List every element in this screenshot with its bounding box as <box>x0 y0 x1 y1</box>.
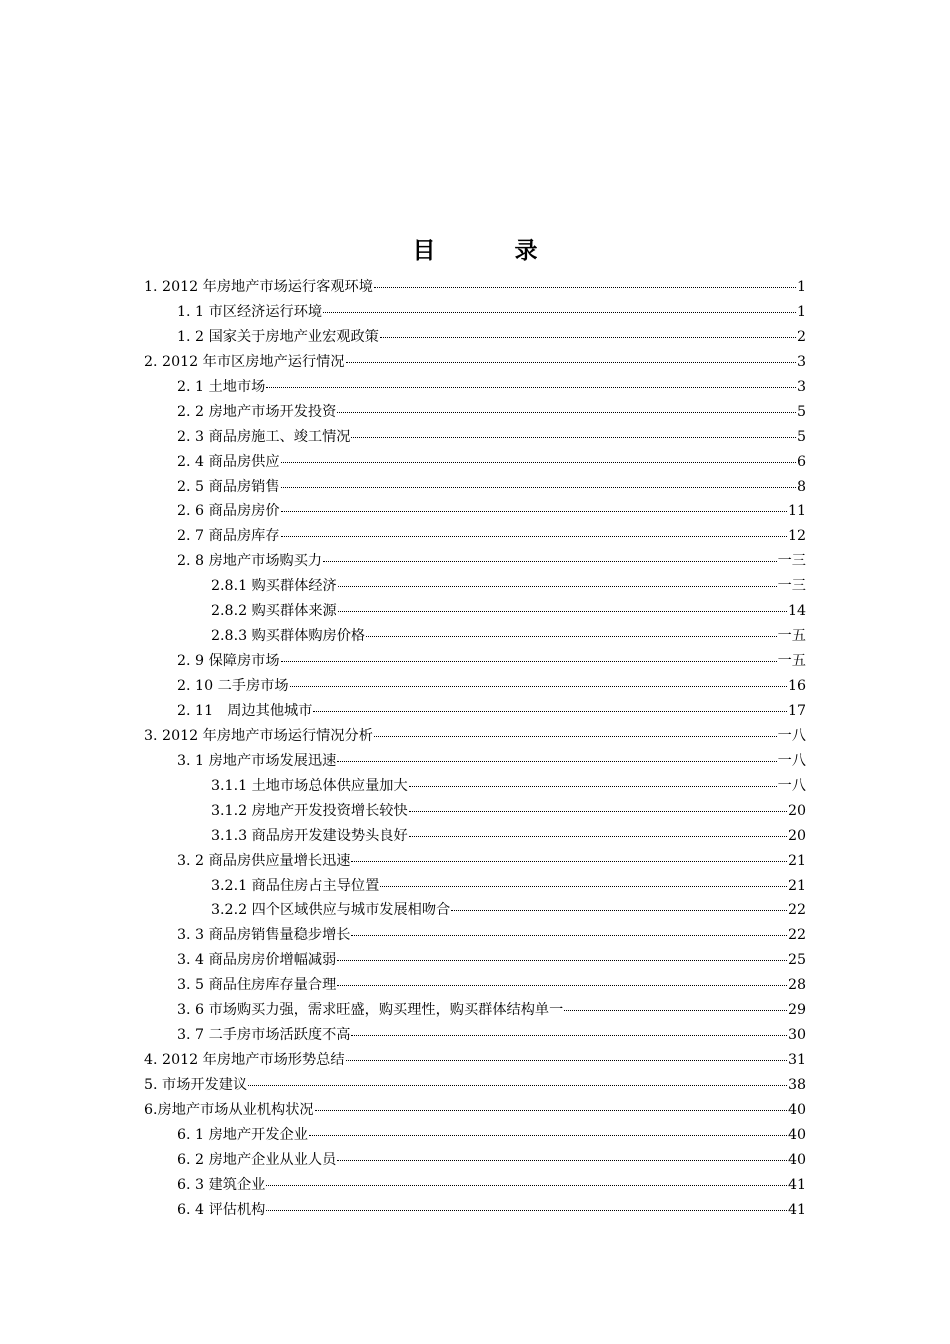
toc-entry-text: 2. 2 房地产市场开发投资 <box>177 403 337 420</box>
dot-leader <box>281 511 787 512</box>
dot-leader <box>248 1085 787 1086</box>
toc-entry-page-number: 40 <box>787 1101 806 1118</box>
toc-entry-page-number: 22 <box>787 927 806 944</box>
toc-entry[interactable] <box>0 1148 950 1173</box>
toc-entry-page-number: 20 <box>787 802 806 819</box>
toc-entry-page-number: 5 <box>796 403 806 420</box>
toc-entry[interactable] <box>0 699 950 724</box>
toc-entry[interactable] <box>0 774 950 799</box>
toc-title: 目 录 <box>412 237 566 264</box>
toc-entry[interactable] <box>0 450 950 475</box>
toc-entry-page-number: 一八 <box>777 777 806 794</box>
toc-entry-text: 2. 2012 年市区房地产运行情况 <box>144 353 345 370</box>
toc-entry-text: 3.1.2 房地产开发投资增长较快 <box>211 802 408 819</box>
toc-entry-text: 3. 6 市场购买力强，需求旺盛，购买理性，购买群体结构单一 <box>177 1002 564 1019</box>
toc-entry-text: 3.1.3 商品房开发建设势头良好 <box>211 827 408 844</box>
toc-entry-text: 6. 2 房地产企业从业人员 <box>177 1151 337 1168</box>
toc-entry-page-number: 38 <box>787 1077 806 1093</box>
toc-entry[interactable] <box>0 1173 950 1198</box>
dot-leader <box>337 412 796 413</box>
dot-leader <box>564 1010 787 1011</box>
toc-entry[interactable] <box>0 475 950 500</box>
toc-entry-page-number: 2 <box>796 328 806 345</box>
toc-entry-text: 2. 1 土地市场 <box>177 378 266 395</box>
toc-entry-page-number: 21 <box>787 877 806 894</box>
toc-entry-text: 6. 4 评估机构 <box>177 1201 266 1218</box>
dot-leader <box>374 736 777 737</box>
toc-entry-page-number: 12 <box>787 528 806 545</box>
toc-entry[interactable] <box>0 824 950 849</box>
toc-entry-page-number: 5 <box>796 428 806 445</box>
dot-leader <box>281 487 796 488</box>
dot-leader <box>281 661 777 662</box>
toc-entry[interactable] <box>0 350 950 375</box>
toc-entry[interactable] <box>0 375 950 400</box>
toc-entry-page-number: 22 <box>787 902 806 919</box>
toc-entry[interactable] <box>0 524 950 549</box>
toc-entry-page-number: 25 <box>787 952 806 969</box>
toc-entry-text: 3. 2 商品房供应量增长迅速 <box>177 852 351 869</box>
toc-entry-text: 2. 6 商品房房价 <box>177 503 280 520</box>
dot-leader <box>351 1035 786 1036</box>
toc-entry-page-number: 3 <box>796 353 806 370</box>
toc-entry-page-number: 40 <box>787 1151 806 1168</box>
toc-entry-text: 2. 3 商品房施工、竣工情况 <box>177 428 351 445</box>
dot-leader <box>380 886 787 887</box>
dot-leader <box>313 711 787 712</box>
dot-leader <box>351 437 796 438</box>
dot-leader <box>315 1110 787 1111</box>
toc-entry-text: 2. 10 二手房市场 <box>177 678 289 694</box>
toc-entry[interactable] <box>0 325 950 350</box>
toc-entry-text: 2. 7 商品房库存 <box>177 528 280 545</box>
toc-entry[interactable] <box>0 1048 950 1073</box>
toc-entry-text: 3.1.1 土地市场总体供应量加大 <box>211 777 408 794</box>
toc-entry-text: 2.8.2 购买群体来源 <box>211 603 337 620</box>
toc-entry-page-number: 29 <box>787 1002 806 1019</box>
toc-entry[interactable] <box>0 849 950 874</box>
dot-leader <box>323 312 796 313</box>
toc-entry-text: 3. 1 房地产市场发展迅速 <box>177 752 337 769</box>
dot-leader <box>338 611 787 612</box>
toc-entry[interactable] <box>0 1098 950 1123</box>
toc-entry-text: 4. 2012 年房地产市场形势总结 <box>144 1052 345 1069</box>
toc-entry-page-number: 41 <box>787 1176 806 1193</box>
toc-entry[interactable] <box>0 923 950 948</box>
toc-entry[interactable] <box>0 499 950 524</box>
dot-leader <box>351 861 786 862</box>
dot-leader <box>290 686 787 687</box>
toc-entry-page-number: 1 <box>796 303 806 320</box>
toc-entry[interactable] <box>0 549 950 574</box>
toc-entry-page-number: 20 <box>787 827 806 844</box>
toc-entry-page-number: 16 <box>787 678 806 694</box>
toc-entry-page-number: 11 <box>787 503 806 520</box>
toc-entry-text: 2. 5 商品房销售 <box>177 478 280 495</box>
toc-entry[interactable] <box>0 574 950 599</box>
dot-leader <box>266 1185 787 1186</box>
toc-entry[interactable] <box>0 425 950 450</box>
toc-entry-text: 3. 4 商品房房价增幅减弱 <box>177 952 337 969</box>
toc-entry-page-number: 1 <box>796 279 806 295</box>
toc-entry-text: 1. 2 国家关于房地产业宏观政策 <box>177 328 379 345</box>
toc-entry-text: 6.房地产市场从业机构状况 <box>144 1101 314 1118</box>
dot-leader <box>323 561 777 562</box>
toc-entry-page-number: 17 <box>787 702 806 719</box>
toc-entry-page-number: 8 <box>796 478 806 495</box>
dot-leader <box>451 910 787 911</box>
dot-leader <box>346 1060 787 1061</box>
toc-entry[interactable] <box>0 898 950 923</box>
toc-entry-text: 3.2.2 四个区域供应与城市发展相吻合 <box>211 902 451 919</box>
toc-entry-page-number: 21 <box>787 852 806 869</box>
dot-leader <box>281 462 796 463</box>
dot-leader <box>409 811 787 812</box>
dot-leader <box>337 761 776 762</box>
toc-entry[interactable] <box>0 998 950 1023</box>
dot-leader <box>409 786 777 787</box>
toc-entry[interactable] <box>0 1198 950 1223</box>
toc-entry-text: 3. 7 二手房市场活跃度不高 <box>177 1027 351 1044</box>
toc-entry-text: 6. 3 建筑企业 <box>177 1176 266 1193</box>
toc-entry-page-number: 30 <box>787 1027 806 1044</box>
toc-entry-page-number: 一三 <box>777 578 806 595</box>
toc-entry[interactable] <box>0 275 950 300</box>
toc-entry[interactable] <box>0 874 950 899</box>
toc-entry[interactable] <box>0 749 950 774</box>
table-of-contents <box>0 275 950 1223</box>
dot-leader <box>266 387 796 388</box>
toc-entry-text: 3.2.1 商品住房占主导位置 <box>211 877 380 894</box>
toc-entry-page-number: 41 <box>787 1201 806 1218</box>
toc-entry-text: 5. 市场开发建议 <box>144 1077 248 1093</box>
toc-entry-page-number: 一五 <box>777 653 806 670</box>
toc-entry[interactable] <box>0 599 950 624</box>
toc-entry-page-number: 一三 <box>777 553 806 570</box>
toc-entry-text: 2.8.1 购买群体经济 <box>211 578 337 595</box>
toc-entry-page-number: 40 <box>787 1126 806 1143</box>
toc-entry[interactable] <box>0 674 950 699</box>
toc-entry-text: 2. 9 保障房市场 <box>177 653 280 670</box>
dot-leader <box>309 1135 787 1136</box>
toc-entry[interactable] <box>0 973 950 998</box>
toc-entry-text: 3. 3 商品房销售量稳步增长 <box>177 927 351 944</box>
toc-entry[interactable] <box>0 948 950 973</box>
toc-entry-text: 1. 1 市区经济运行环境 <box>177 303 323 320</box>
dot-leader <box>338 586 777 587</box>
toc-entry-page-number: 一五 <box>777 628 806 645</box>
dot-leader <box>337 960 787 961</box>
dot-leader <box>366 636 776 637</box>
toc-entry-page-number: 14 <box>787 603 806 620</box>
toc-entry[interactable] <box>0 649 950 674</box>
toc-entry-text: 2. 11 周边其他城市 <box>177 702 313 719</box>
dot-leader <box>380 337 796 338</box>
toc-entry[interactable] <box>0 300 950 325</box>
toc-entry-text: 2. 4 商品房供应 <box>177 453 280 470</box>
toc-entry-text: 3. 2012 年房地产市场运行情况分析 <box>144 727 373 744</box>
toc-entry-page-number: 3 <box>796 378 806 395</box>
toc-entry[interactable] <box>0 1023 950 1048</box>
toc-entry-text: 2.8.3 购买群体购房价格 <box>211 628 366 645</box>
dot-leader <box>337 985 787 986</box>
dot-leader <box>346 362 796 363</box>
dot-leader <box>281 536 787 537</box>
toc-entry[interactable] <box>0 624 950 649</box>
dot-leader <box>374 287 796 288</box>
toc-entry-page-number: 31 <box>787 1052 806 1069</box>
toc-entry-text: 6. 1 房地产开发企业 <box>177 1126 308 1143</box>
toc-entry-page-number: 6 <box>796 453 806 470</box>
toc-entry-page-number: 28 <box>787 977 806 994</box>
toc-entry[interactable] <box>0 724 950 749</box>
toc-entry-text: 2. 8 房地产市场购买力 <box>177 553 323 570</box>
dot-leader <box>337 1160 787 1161</box>
toc-entry[interactable] <box>0 400 950 425</box>
toc-entry[interactable] <box>0 1123 950 1148</box>
toc-entry-page-number: 一八 <box>777 727 806 744</box>
toc-entry[interactable] <box>0 1073 950 1098</box>
toc-entry-page-number: 一八 <box>777 752 806 769</box>
toc-entry-text: 3. 5 商品住房库存量合理 <box>177 977 337 994</box>
toc-entry-text: 1. 2012 年房地产市场运行客观环境 <box>144 279 373 295</box>
toc-entry[interactable] <box>0 799 950 824</box>
dot-leader <box>266 1210 787 1211</box>
dot-leader <box>409 836 787 837</box>
dot-leader <box>351 935 786 936</box>
